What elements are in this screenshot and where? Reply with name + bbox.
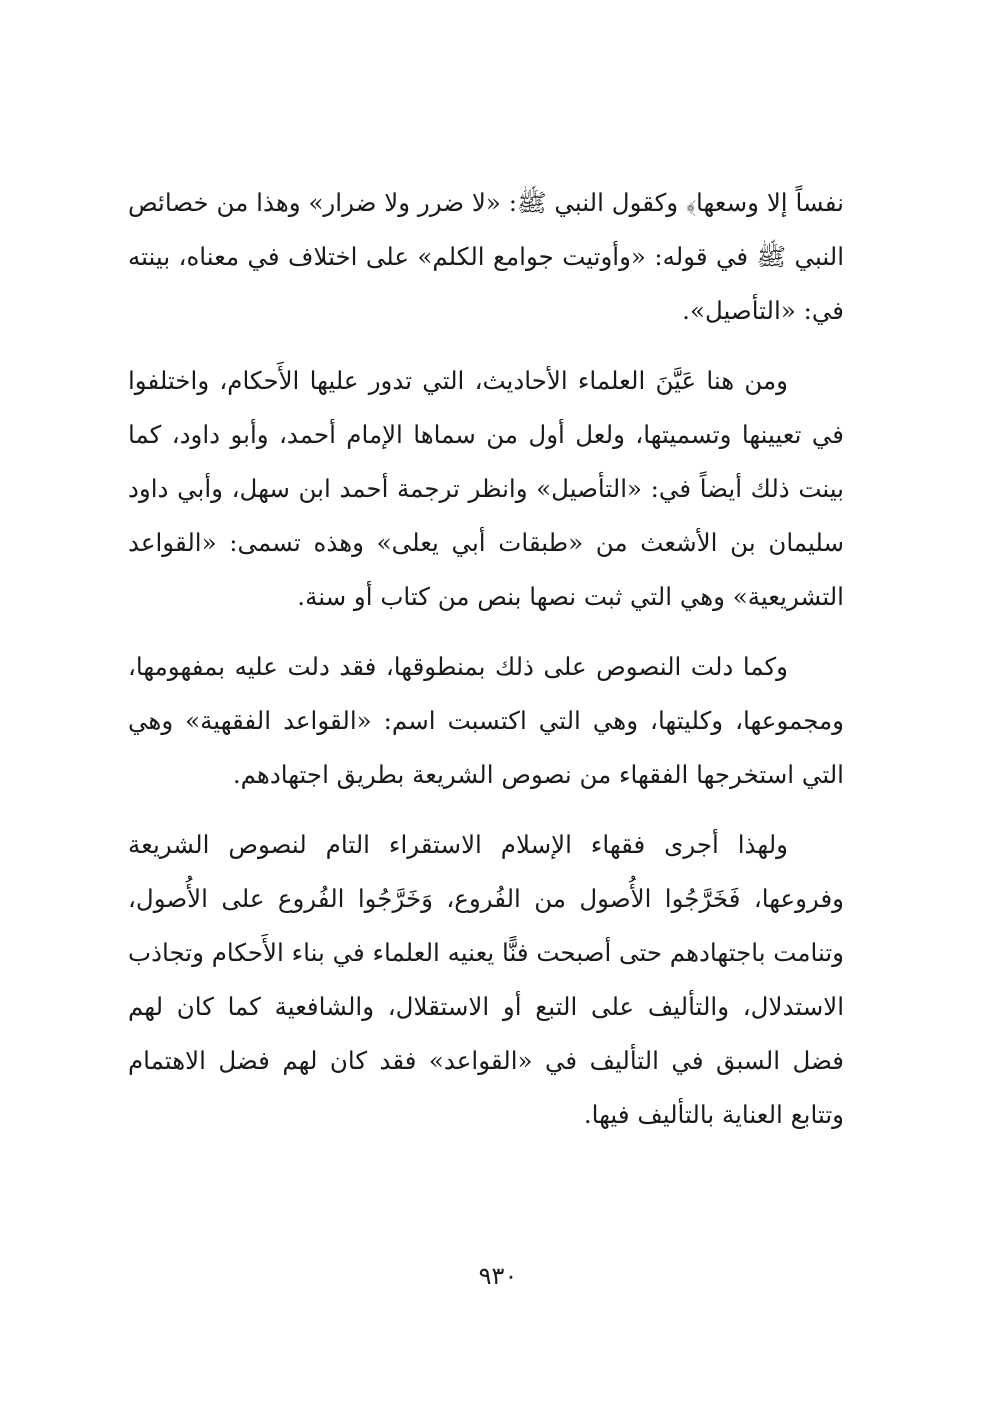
paragraph-3: وكما دلت النصوص على ذلك بمنطوقها، فقد دلت عليه بمفهومها، ومجموعها، وكليتها، وهي التي اكتسبت اسم: «القواعد الفقهية» وهي التي استخرجها الفقهاء من نصوص الشريعة بطريق اجتهادهم.	[128, 652, 844, 789]
page-number: ٩٣٠	[478, 1262, 518, 1290]
paragraph-2: ومن هنا عَيَّنَ العلماء الأحاديث، التي تدور عليها الأَحكام، واختلفوا في تعيينها وتسميتها، ولعل أول من سماها الإمام أحمد، وأبو داود، كما بينت ذلك أيضاً في: «التأصيل» وانظر ترجمة أحمد ابن سهل، وأبي داود سليمان بن الأشعث من «طبقات أبي يعلى» وهذه تسمى: «القواعد التشريعية» وهي التي ثبت نصها بنص من كتاب أو سنة.	[128, 366, 844, 611]
paragraph-1: نفساً إلا وسعها﴾ وكقول النبي ﷺ: «لا ضرر ولا ضرار» وهذا من خصائص النبي ﷺ في قوله: «وأوتيت جوامع الكلم» على اختلاف في معناه، بينته في: «التأصيل».	[128, 188, 844, 325]
paragraph-4: ولهذا أجرى فقهاء الإسلام الاستقراء التام لنصوص الشريعة وفروعها، فَخَرَّجُوا الأُصول من الفُروع، وَخَرَّجُوا الفُروع على الأُصول، وتنامت باجتهادهم حتى أصبحت فنًّا يعنيه العلماء في بناء الأَحكام وتجاذب الاستدلال، والتأليف على التبع أو الاستقلال، والشافعية كما كان لهم فضل السبق في التأليف في «القواعد» فقد كان لهم فضل الاهتمام وتتابع العناية بالتأليف فيها.	[128, 830, 844, 1129]
body-text	[128, 176, 844, 1158]
